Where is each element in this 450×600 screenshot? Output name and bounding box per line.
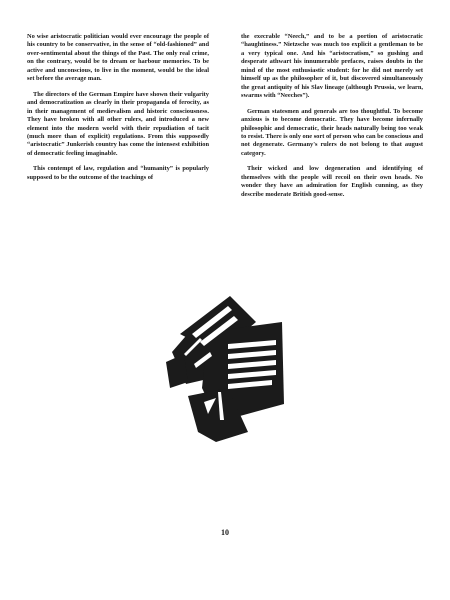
vorticist-woodcut-illustration xyxy=(158,292,286,444)
page-number: 10 xyxy=(221,528,229,537)
paragraph: the execrable “Neech,” and to be a portion of aristocratic “haughtiness.” Nietzsche was much too explicit a gentleman to be a very typical one. And his “aristocratism,” so gushing and desperate athwart his innumerable prefaces, raises doubts in the mind of the most enthusiastic student: for he did not merely set himself up as the philosopher of it, but discovered simultaneously the great antiquity of his Slav lineage (although Prussia, we learn, swarms with “Neeches”). xyxy=(241,33,423,100)
paragraph: The directors of the German Empire have shown their vulgarity and democratization as clearly in their propaganda of ferocity, as in their management of medievalism and historic consciousness. They have broken with all other rulers, and introduced a new element into the modern world with their repudiation of tacit (much more than of explicit) regulations. From this supposedly “aristocratic” Junkerish country has come the intensest exhibition of democratic feeling imaginable. xyxy=(27,90,209,157)
left-text-column xyxy=(27,33,209,189)
paragraph: German statesmen and generals are too thoughtful. To become anxious is to become democratic. They have become infernally philosophic and democratic, their heads naturally being too weak to resist. There is only one sort of person who can be conscious and not degenerate. Germany's rulers do not belong to that august category. xyxy=(241,107,423,157)
paragraph: Their wicked and low degeneration and identifying of themselves with the people will recoil on their own heads. No wonder they have an admiration for English cunning, as they describe moderate British good-sense. xyxy=(241,165,423,198)
right-text-column xyxy=(241,33,423,206)
paragraph: No wise aristocratic politician would ever encourage the people of his country to be conservative, in the sense of “old-fashioned” and over-sentimental about the things of the Past. The only real crime, on the contrary, would be to dream or harbour memories. To be active and unconscious, to live in the moment, would be the ideal set before the average man. xyxy=(27,33,209,83)
paragraph: This contempt of law, regulation and “humanity” is popularly supposed to be the outcome of the teachings of xyxy=(27,165,209,181)
